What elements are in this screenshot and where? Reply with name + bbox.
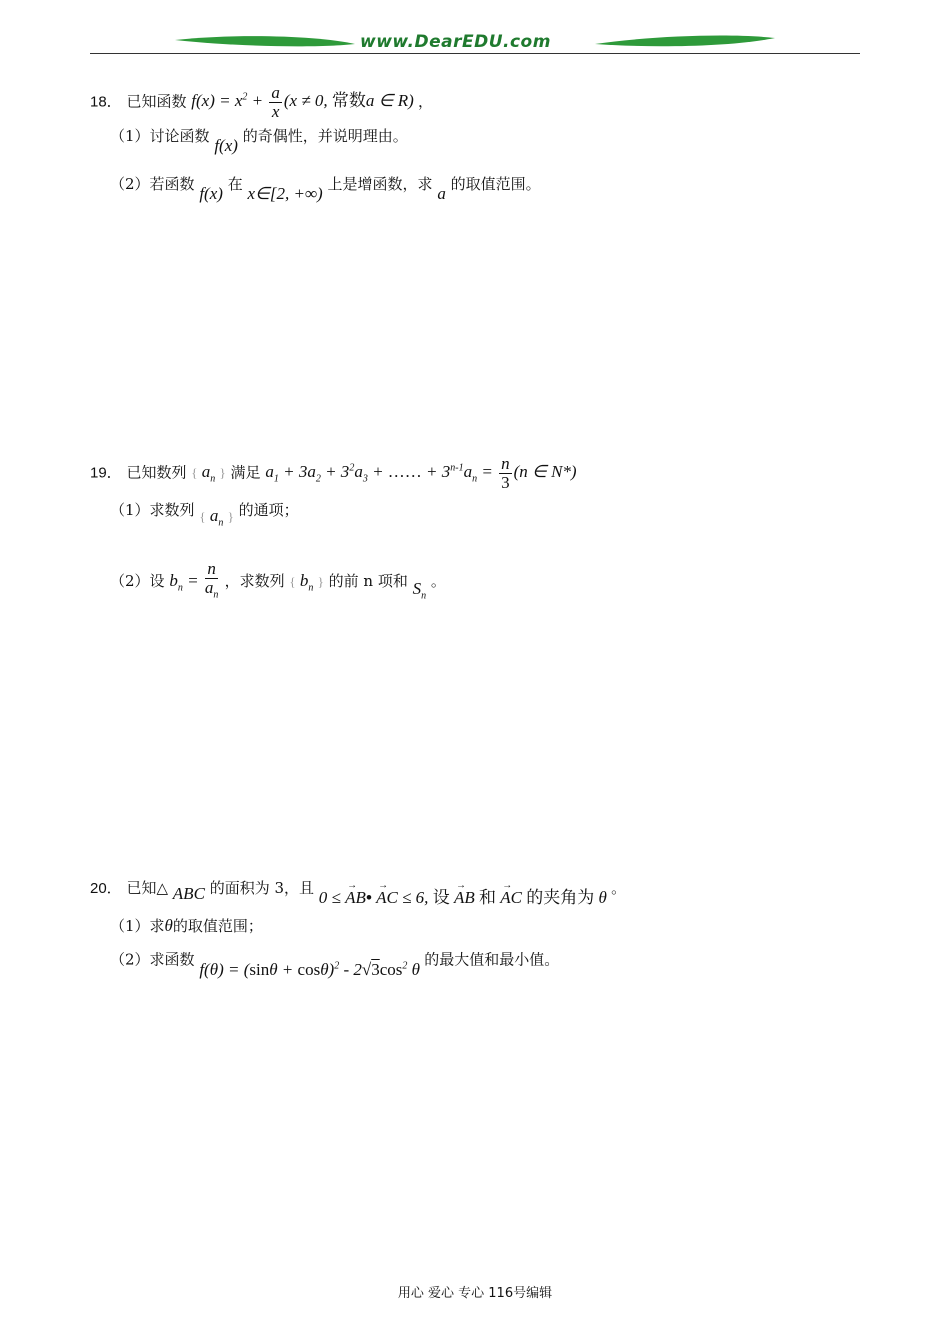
question-intro: 已知△ [126,879,169,897]
question-18 [90,84,433,121]
part-text: 在 [227,175,243,193]
math-inline: f(x) [214,136,238,155]
vector-condition: 0 ≤ → AB• → AC ≤ 6, 设 → AB 和 → AC 的夹角为 θ [319,888,611,907]
sequence-symbol: { $b_n$ } [289,571,324,594]
question-number: 18． [90,93,122,111]
math-inline: a [437,184,446,203]
part-text: 。 [430,572,446,591]
question-20-part-2 [110,946,560,979]
part-text: 的最大值和最小值。 [424,950,560,969]
question-19-part-1 [110,500,299,527]
sequence-condition: $a_1 + 3a_2 + 3^2a_3$ + …… + $3^{n-1}a_n$ = $\frac{n}{3}$ (n ∈ N*) [265,454,577,492]
site-logo-text: www.DearEDU.com [360,32,551,52]
part-label: （2）若函数 [110,175,195,193]
question-18-part-1 [110,126,408,155]
part-text: 的前 n 项和 [328,572,408,591]
triangle-name: ABC [172,884,205,903]
part-text: ，求数列 [224,572,285,591]
sum-symbol: $S_n$ [412,579,427,602]
part-label: （1）求 [110,917,165,935]
part-label: （1）求数列 [110,501,195,519]
question-intro: 已知函数 [126,92,187,111]
function-definition: $f(x) = x^2$ + $\frac{a}{x}$ (x ≠ 0, 常数a ∈ R) [191,83,419,121]
question-number: 19． [90,464,122,482]
part-text: 上是增函数，求 [327,175,433,193]
question-19-part-2 [110,560,446,604]
part-text: 的取值范围。 [450,175,541,193]
part-text: 的通项； [238,501,299,519]
function-theta: $f(\theta) = (\sin\theta + \cos\theta)^2 - 2√3\cos^2$ θ [199,959,425,979]
math-inline: f(x) [199,184,223,203]
part-text: 的面积为 3，且 [209,879,314,897]
math-inline: θ [164,916,173,935]
question-18-part-2 [110,174,541,203]
page-footer: 用心 爱心 专心 116号编辑 [397,1286,553,1301]
question-20-part-1 [110,916,263,936]
question-intro: 已知数列 [126,463,187,482]
bn-definition: $b_n$ = $\frac{n}{a_n}$ [169,559,219,601]
part-label: （2）设 [110,572,165,591]
part-text: 满足 [230,463,261,482]
question-19 [90,455,577,492]
part-label: （2）求函数 [110,950,195,969]
question-20 [90,878,627,907]
part-text: 。 [611,879,627,897]
header-rule [90,53,860,54]
punctuation: ， [418,92,434,111]
part-label: （1）讨论函数 [110,127,210,145]
math-inline: x∈[2, +∞) [247,184,323,203]
part-text: 的奇偶性，并说明理由。 [242,127,408,145]
sequence-symbol: { $a_n$ } [199,506,234,529]
part-text: 的取值范围； [172,917,263,935]
sequence-symbol: { $a_n$ } [191,462,226,485]
question-number: 20． [90,880,122,897]
